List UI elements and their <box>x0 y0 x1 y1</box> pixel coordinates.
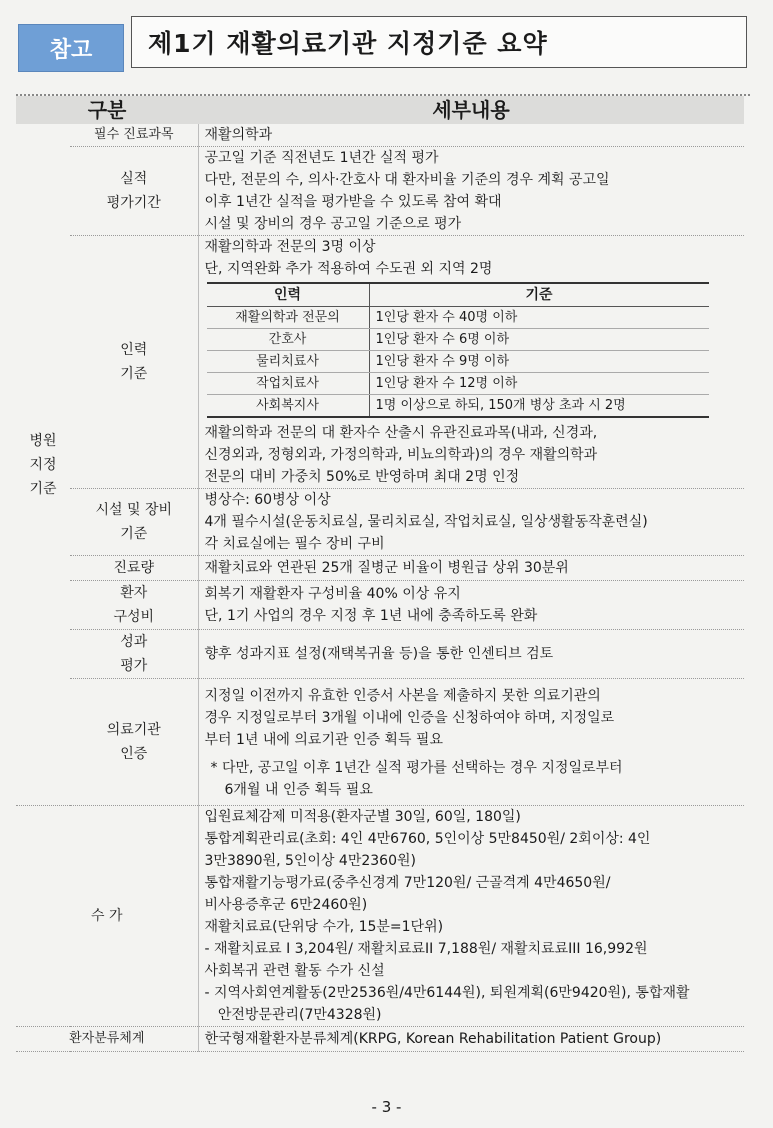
row-detail-certification: 지정일 이전까지 유효한 인증서 사본을 제출하지 못한 의료기관의 경우 지정일로부터 3개월 이내에 인증을 신청하여야 하며, 지정일로 부터 1년 내에 의료기관 인증 획득 필요 * 다만, 공고일 이후 1년간 실적 평가를 선택하는 경우 지정일로부터 6개월 내 인증 획득 필요 <box>198 679 744 806</box>
subtable-header-criteria: 기준 <box>369 283 709 307</box>
subtable-row: 물리치료사 1인당 환자 수 9명 이하 <box>207 351 709 373</box>
row-detail-eval-period: 공고일 기준 직전년도 1년간 실적 평가 다만, 전문의 수, 의사·간호사 대 환자비율 기준의 경우 계획 공고일 이후 1년간 실적을 평가받을 수 있도록 참여 확대 시설 및 장비의 경우 공고일 기준으로 평가 <box>198 147 744 236</box>
subtable-row: 작업치료사 1인당 환자 수 12명 이하 <box>207 373 709 395</box>
row-detail-patient-classification: 한국형재활환자분류체계(KRPG, Korean Rehabilitation Patient Group) <box>198 1027 744 1052</box>
row-label-patient-classification: 환자분류체계 <box>16 1027 198 1052</box>
label-line: 기준 <box>120 366 148 382</box>
row-detail-patient-mix: 회복기 재활환자 구성비율 40% 이상 유지 단, 1기 사업의 경우 지정 후 1년 내에 충족하도록 완화 <box>198 581 744 630</box>
page-number: - 3 - <box>371 1098 402 1116</box>
label-line: 성과 <box>120 634 148 650</box>
reference-tag: 참고 <box>18 24 124 72</box>
row-label-fee: 수 가 <box>16 806 198 1027</box>
label-line: 기준 <box>29 480 57 497</box>
label-line: 기준 <box>120 526 148 542</box>
row-label-facility <box>70 489 198 556</box>
group-label-hospital-criteria <box>16 124 70 806</box>
label-line: 실적 <box>120 171 148 187</box>
page-title: 제1기 재활의료기관 지정기준 요약 <box>131 16 747 68</box>
row-label-eval-period <box>70 147 198 236</box>
row-label-staff <box>70 236 198 489</box>
label-line: 지정 <box>29 456 57 473</box>
staff-criteria-subtable <box>207 282 709 418</box>
label-line: 환자 <box>120 585 148 601</box>
category-column-header: 구분 <box>16 96 198 124</box>
subtable-row: 간호사 1인당 환자 수 6명 이하 <box>207 329 709 351</box>
row-label-required-dept: 필수 진료과목 <box>70 124 198 147</box>
row-detail-fee: 입원료체감제 미적용(환자군별 30일, 60일, 180일) 통합계획관리료(초회: 4인 4만6760, 5인이상 5만8450원/ 2회이상: 4인 3만3890원, 5인이상 4만2360원) 통합재활기능평가료(중추신경계 7만120원/ 근골격계 4만4650원/ 비사용증후군 6만2460원) 재활치료료(단위당 수가, 15분=1단위) - 재활치료료 I 3,204원/ 재활치료료II 7,188원/ 재활치료료III 16,992원 사회복귀 관련 활동 수가 신설 - 지역사회연계활동(2만2536원/4만6144원), 퇴원계획(6만9420원), 통합재활 안전방문관리(7만4328원) <box>198 806 744 1027</box>
row-detail-volume: 재활치료와 연관된 25개 질병군 비율이 병원급 상위 30분위 <box>198 556 744 581</box>
label-line: 병원 <box>29 432 57 449</box>
row-label-patient-mix <box>70 581 198 630</box>
label-line: 인력 <box>120 342 148 358</box>
label-line: 평가기간 <box>106 195 161 211</box>
label-line: 의료기관 <box>106 722 161 738</box>
row-detail-facility: 병상수: 60병상 이상 4개 필수시설(운동치료실, 물리치료실, 작업치료실, 일상생활동작훈련실) 각 치료실에는 필수 장비 구비 <box>198 489 744 556</box>
row-detail-performance: 향후 성과지표 설정(재택복귀율 등)을 통한 인센티브 검토 <box>198 630 744 679</box>
row-label-volume: 진료량 <box>70 556 198 581</box>
row-detail-required-dept: 재활의학과 <box>198 124 744 147</box>
subtable-row: 재활의학과 전문의 1인당 환자 수 40명 이하 <box>207 307 709 329</box>
subtable-row: 사회복지사 1명 이상으로 하되, 150개 병상 초과 시 2명 <box>207 395 709 418</box>
row-detail-staff: 재활의학과 전문의 3명 이상 단, 지역완화 추가 적용하여 수도권 외 지역 2명 인력 기준 재활의학과 전문의 1인당 환자 수 40명 이하 간호사 1인당 환자 수 6명 이하 물리치료사 1인당 환자 수 9명 이하 작업치료사 1인당 환자 수 12명 이하 사회복지사 1명 이상으로 하되, 150개 병상 초과 시 2명 재활의학과 전문의 대 환자수 산출시 유관진료과목(내과, 신경과, 신경외과, 정형외과, 가정의학과, 비뇨의학과)의 경우 재활의학과 전문의 대비 가중치 50%로 반영하며 최대 2명 인정 <box>198 236 744 489</box>
row-label-performance <box>70 630 198 679</box>
label-line: 인증 <box>120 746 148 762</box>
label-line: 시설 및 장비 <box>95 502 173 518</box>
subtable-header-staff: 인력 <box>207 283 370 307</box>
label-line: 평가 <box>120 658 148 674</box>
detail-column-header: 세부내용 <box>198 96 744 124</box>
row-label-certification <box>70 679 198 806</box>
label-line: 구성비 <box>113 609 155 625</box>
page-header <box>16 14 750 70</box>
criteria-table <box>16 96 744 1052</box>
